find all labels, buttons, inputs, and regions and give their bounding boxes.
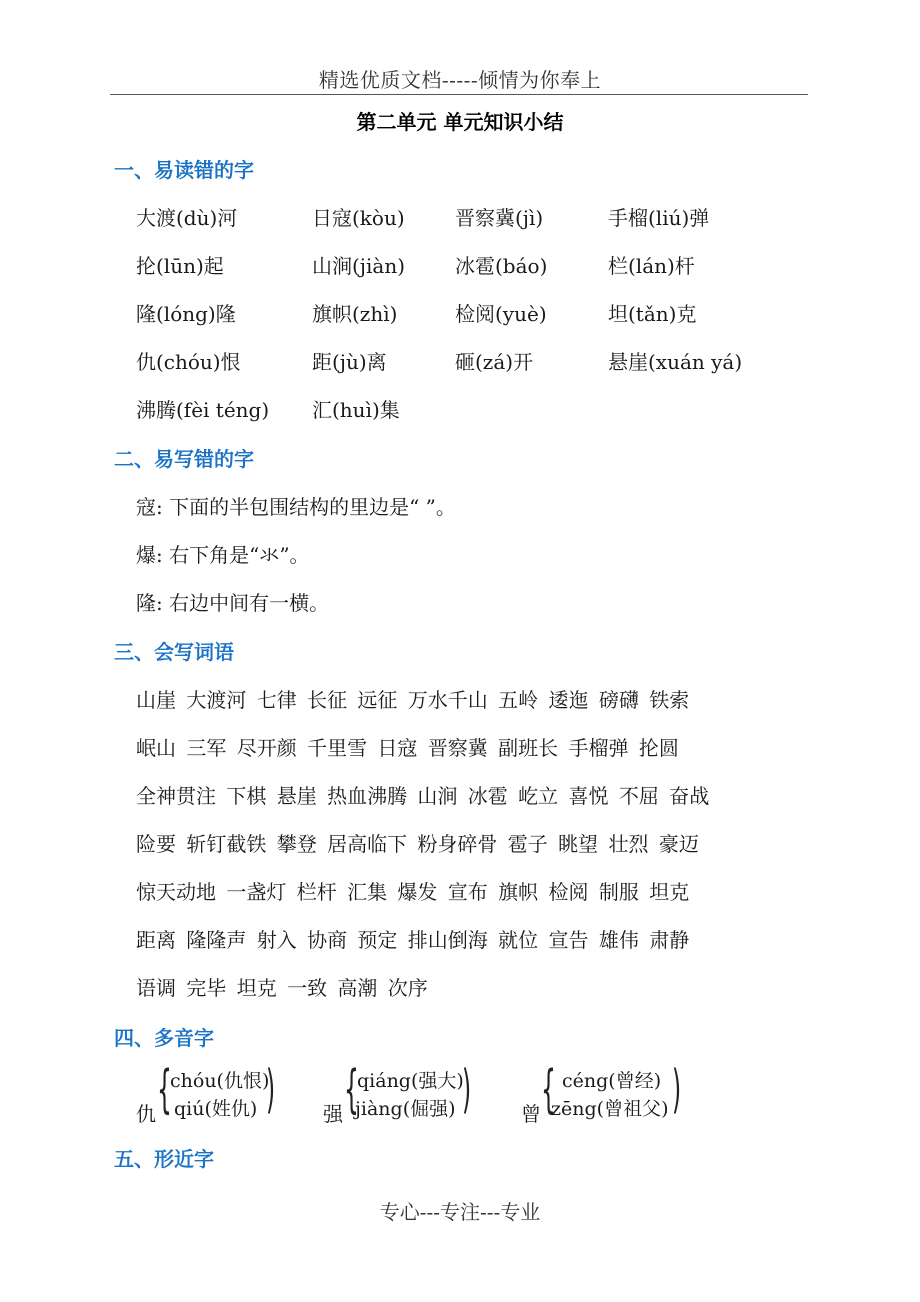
close-bracket-icon: ) (462, 1060, 472, 1120)
word-line: 惊天动地 一盏灯 栏杆 汇集 爆发 宣布 旗帜 检阅 制服 坦克 (136, 880, 690, 904)
miswrite-note: 隆: 右边中间有一横。 (136, 591, 330, 615)
misread-word: 沸腾(fèi téng) (136, 398, 270, 422)
misread-word: 检阅(yuè) (455, 302, 547, 326)
misread-word: 晋察冀(jì) (455, 206, 544, 230)
polyphone-reading: chóu(仇恨) (170, 1070, 270, 1092)
polyphone-char: 曾 (521, 1102, 541, 1126)
polyphone-reading: zēng(曾祖父) (551, 1098, 669, 1120)
section-heading-misread: 一、易读错的字 (114, 158, 254, 182)
misread-word: 日寇(kòu) (312, 206, 405, 230)
misread-word: 砸(zá)开 (455, 350, 534, 374)
page-header: 精选优质文档-----倾情为你奉上 (318, 68, 602, 92)
misread-word: 山涧(jiàn) (312, 254, 406, 278)
misread-word: 大渡(dù)河 (136, 206, 238, 230)
misread-word: 栏(lán)杆 (608, 254, 695, 278)
word-line: 距离 隆隆声 射入 协商 预定 排山倒海 就位 宣告 雄伟 肃静 (136, 928, 690, 952)
polyphone-reading: qiáng(强大) (357, 1070, 464, 1092)
word-line: 岷山 三军 尽开颜 千里雪 日寇 晋察冀 副班长 手榴弹 抡圆 (136, 736, 679, 760)
misread-word: 汇(huì)集 (312, 398, 400, 422)
open-brace-icon: { (344, 1060, 359, 1120)
word-line: 全神贯注 下棋 悬崖 热血沸腾 山涧 冰雹 屹立 喜悦 不屈 奋战 (136, 784, 710, 808)
word-line: 险要 斩钉截铁 攀登 居高临下 粉身碎骨 雹子 眺望 壮烈 豪迈 (136, 832, 699, 856)
polyphone-reading: jiàng(倔强) (355, 1098, 456, 1120)
misread-word: 隆(lóng)隆 (136, 302, 236, 326)
polyphone-char: 仇 (136, 1102, 156, 1126)
miswrite-note: 爆: 右下角是“氺”。 (136, 543, 310, 567)
miswrite-note: 寇: 下面的半包围结构的里边是“ ”。 (136, 495, 456, 519)
misread-word: 悬崖(xuán yá) (608, 350, 743, 374)
misread-word: 仇(chóu)恨 (136, 350, 241, 374)
misread-word: 冰雹(báo) (455, 254, 548, 278)
section-heading-words: 三、会写词语 (114, 640, 234, 664)
polyphone-reading: céng(曾经) (562, 1070, 662, 1092)
open-brace-icon: { (157, 1060, 172, 1120)
polyphone-reading: qiú(姓仇) (174, 1098, 258, 1120)
misread-word: 坦(tǎn)克 (608, 302, 697, 326)
section-heading-polyphones: 四、多音字 (114, 1026, 214, 1050)
word-line: 语调 完毕 坦克 一致 高潮 次序 (136, 976, 428, 1000)
misread-word: 抡(lūn)起 (136, 254, 224, 278)
header-divider (110, 94, 808, 95)
close-bracket-icon: ) (266, 1060, 276, 1120)
misread-word: 手榴(liú)弹 (608, 206, 710, 230)
page-title: 第二单元 单元知识小结 (356, 110, 564, 134)
open-brace-icon: { (541, 1060, 556, 1120)
misread-word: 旗帜(zhì) (312, 302, 398, 326)
word-line: 山崖 大渡河 七律 长征 远征 万水千山 五岭 逶迤 磅礴 铁索 (136, 688, 690, 712)
polyphone-char: 强 (323, 1102, 343, 1126)
misread-word: 距(jù)离 (312, 350, 387, 374)
section-heading-miswrite: 二、易写错的字 (114, 447, 254, 471)
section-heading-similar-chars: 五、形近字 (114, 1147, 214, 1171)
page-footer: 专心---专注---专业 (379, 1200, 541, 1224)
close-bracket-icon: ) (672, 1060, 682, 1120)
